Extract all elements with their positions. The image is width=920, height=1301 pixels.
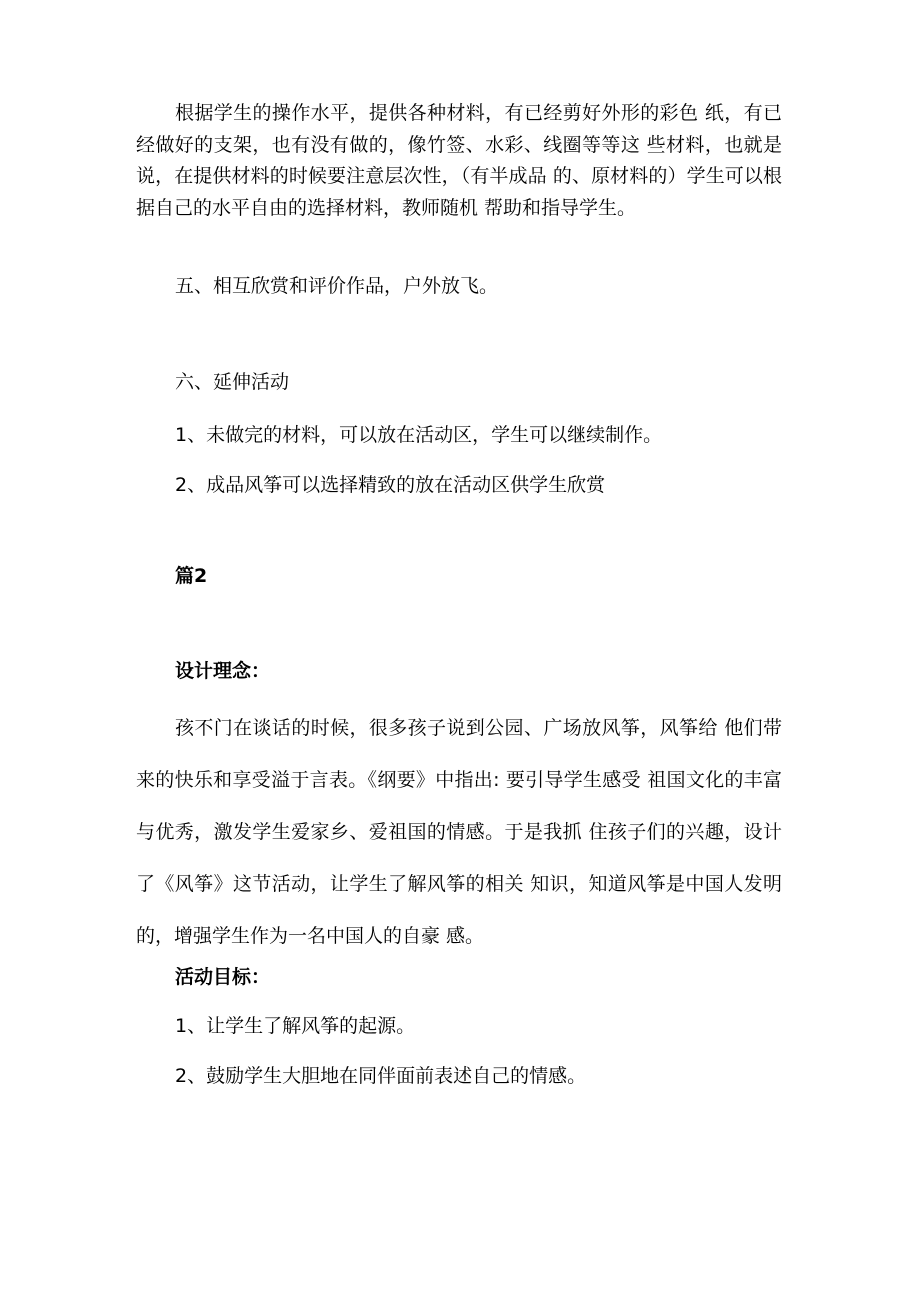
section-five-line: 五、相互欣赏和评价作品，户外放飞。	[175, 275, 499, 297]
part-two-title: 篇2	[175, 565, 208, 587]
activity-goal-item-2: 2、鼓励学生大胆地在同伴面前表述自己的情感。	[175, 1065, 587, 1087]
section-six-item-1: 1、未做完的材料，可以放在活动区，学生可以继续制作。	[175, 424, 663, 446]
section-six-heading: 六、延伸活动	[175, 371, 290, 393]
design-concept-heading: 设计理念：	[175, 660, 271, 682]
intro-paragraph: 根据学生的操作水平，提供各种材料，有已经剪好外形的彩色 纸，有已经做好的支架，也有没有做的，像竹签、水彩、线圈等等这 些材料，也就是说，在提供材料的时候要注意层次性，（有半成品 的、原材料的）学生可以根据自己的水平自由的选择材料，教师随机 帮助和指导学生。	[136, 102, 782, 219]
activity-goal-item-1: 1、让学生了解风筝的起源。	[175, 1015, 416, 1037]
section-six-item-2: 2、成品风筝可以选择精致的放在活动区供学生欣赏	[175, 474, 606, 496]
activity-goals-heading: 活动目标：	[175, 966, 271, 988]
design-concept-paragraph: 孩不门在谈话的时候，很多孩子说到公园、广场放风筝，风筝给 他们带来的快乐和享受溢于言表。《纲要》中指出: 要引导学生感受 祖国文化的丰富与优秀，激发学生爱家乡、爱祖国的情感。于是我抓 住孩子们的兴趣，设计了《风筝》这节活动，让学生了解风筝的相关 知识，知道风筝是中国人发明的，增强学生作为一名中国人的自豪 感。	[136, 717, 782, 947]
